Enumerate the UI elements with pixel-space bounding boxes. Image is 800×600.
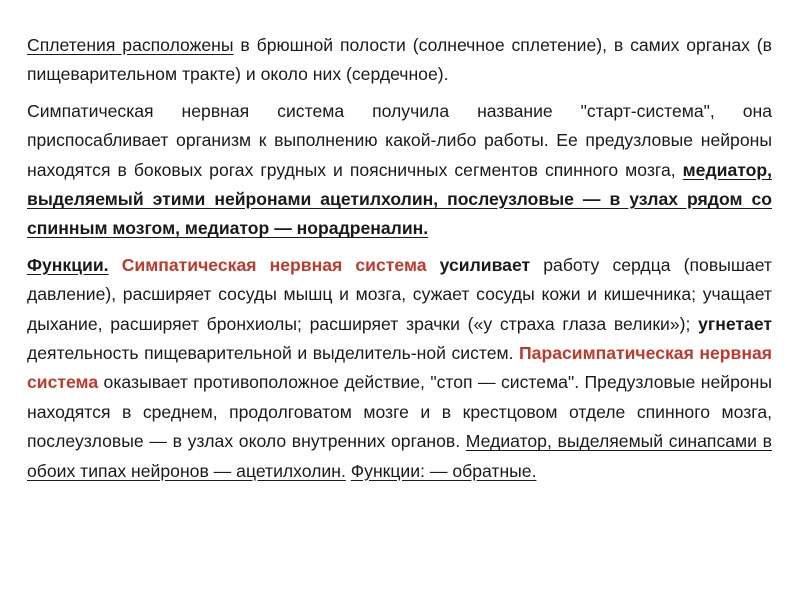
- paragraph-functions: [27, 251, 772, 486]
- parasympathetic-system-label: Парасимпатическая нервная система: [27, 343, 772, 393]
- sympathetic-mediator-text: медиатор, выделяемый этими нейронами ацетилхолин, послеузловые — в узлах рядом со спинным мозгом, медиатор — норадреналин.: [27, 159, 772, 239]
- functions-reverse-text: Функции: — обратные.: [350, 460, 537, 481]
- suppression-text: деятельность пищеварительной и выделитель-ной систем.: [27, 343, 520, 364]
- sympathetic-description-text: Симпатическая нервная система получила название "старт-система", она приспосабливает организм к выполнению какой-либо работы. Ее предузловые нейроны находятся в боковых рогах грудных и поясничных сегментов спинного мозга,: [27, 100, 772, 180]
- text-block: [27, 31, 772, 486]
- paragraph-plexus-location: [27, 31, 772, 90]
- parasympathetic-description-text: оказывает противоположное действие, "стоп — система". Предузловые нейроны находятся в среднем, продолговатом мозге и в крестцовом отделе спинного мозга, послеузловые — в узлах около внутренних органов.: [27, 372, 772, 452]
- plexus-location-term: Сплетения расположены: [27, 35, 234, 55]
- enhances-term: усиливает: [439, 254, 531, 275]
- paragraph-sympathetic-system: [27, 97, 772, 244]
- suppresses-term: угнетает: [698, 313, 772, 334]
- functions-label: Функции.: [27, 254, 109, 275]
- sympathetic-functions-text: работу сердца (повышает давление), расширяет сосуды мышц и мозга, сужает сосуды кожи и кишечника; учащает дыхание, расширяет бронхиолы; расширяет зрачки («у страха глаза велики»);: [27, 254, 772, 334]
- sympathetic-system-label: Симпатическая нервная система: [121, 254, 427, 275]
- plexus-location-text: в брюшной полости (солнечное сплетение), в самих органах (в пищеварительном тракте) и около них (сердечное).: [27, 35, 772, 85]
- mediator-statement: Медиатор, выделяемый синапсами в обоих типах нейронов — ацетилхолин.: [27, 431, 772, 481]
